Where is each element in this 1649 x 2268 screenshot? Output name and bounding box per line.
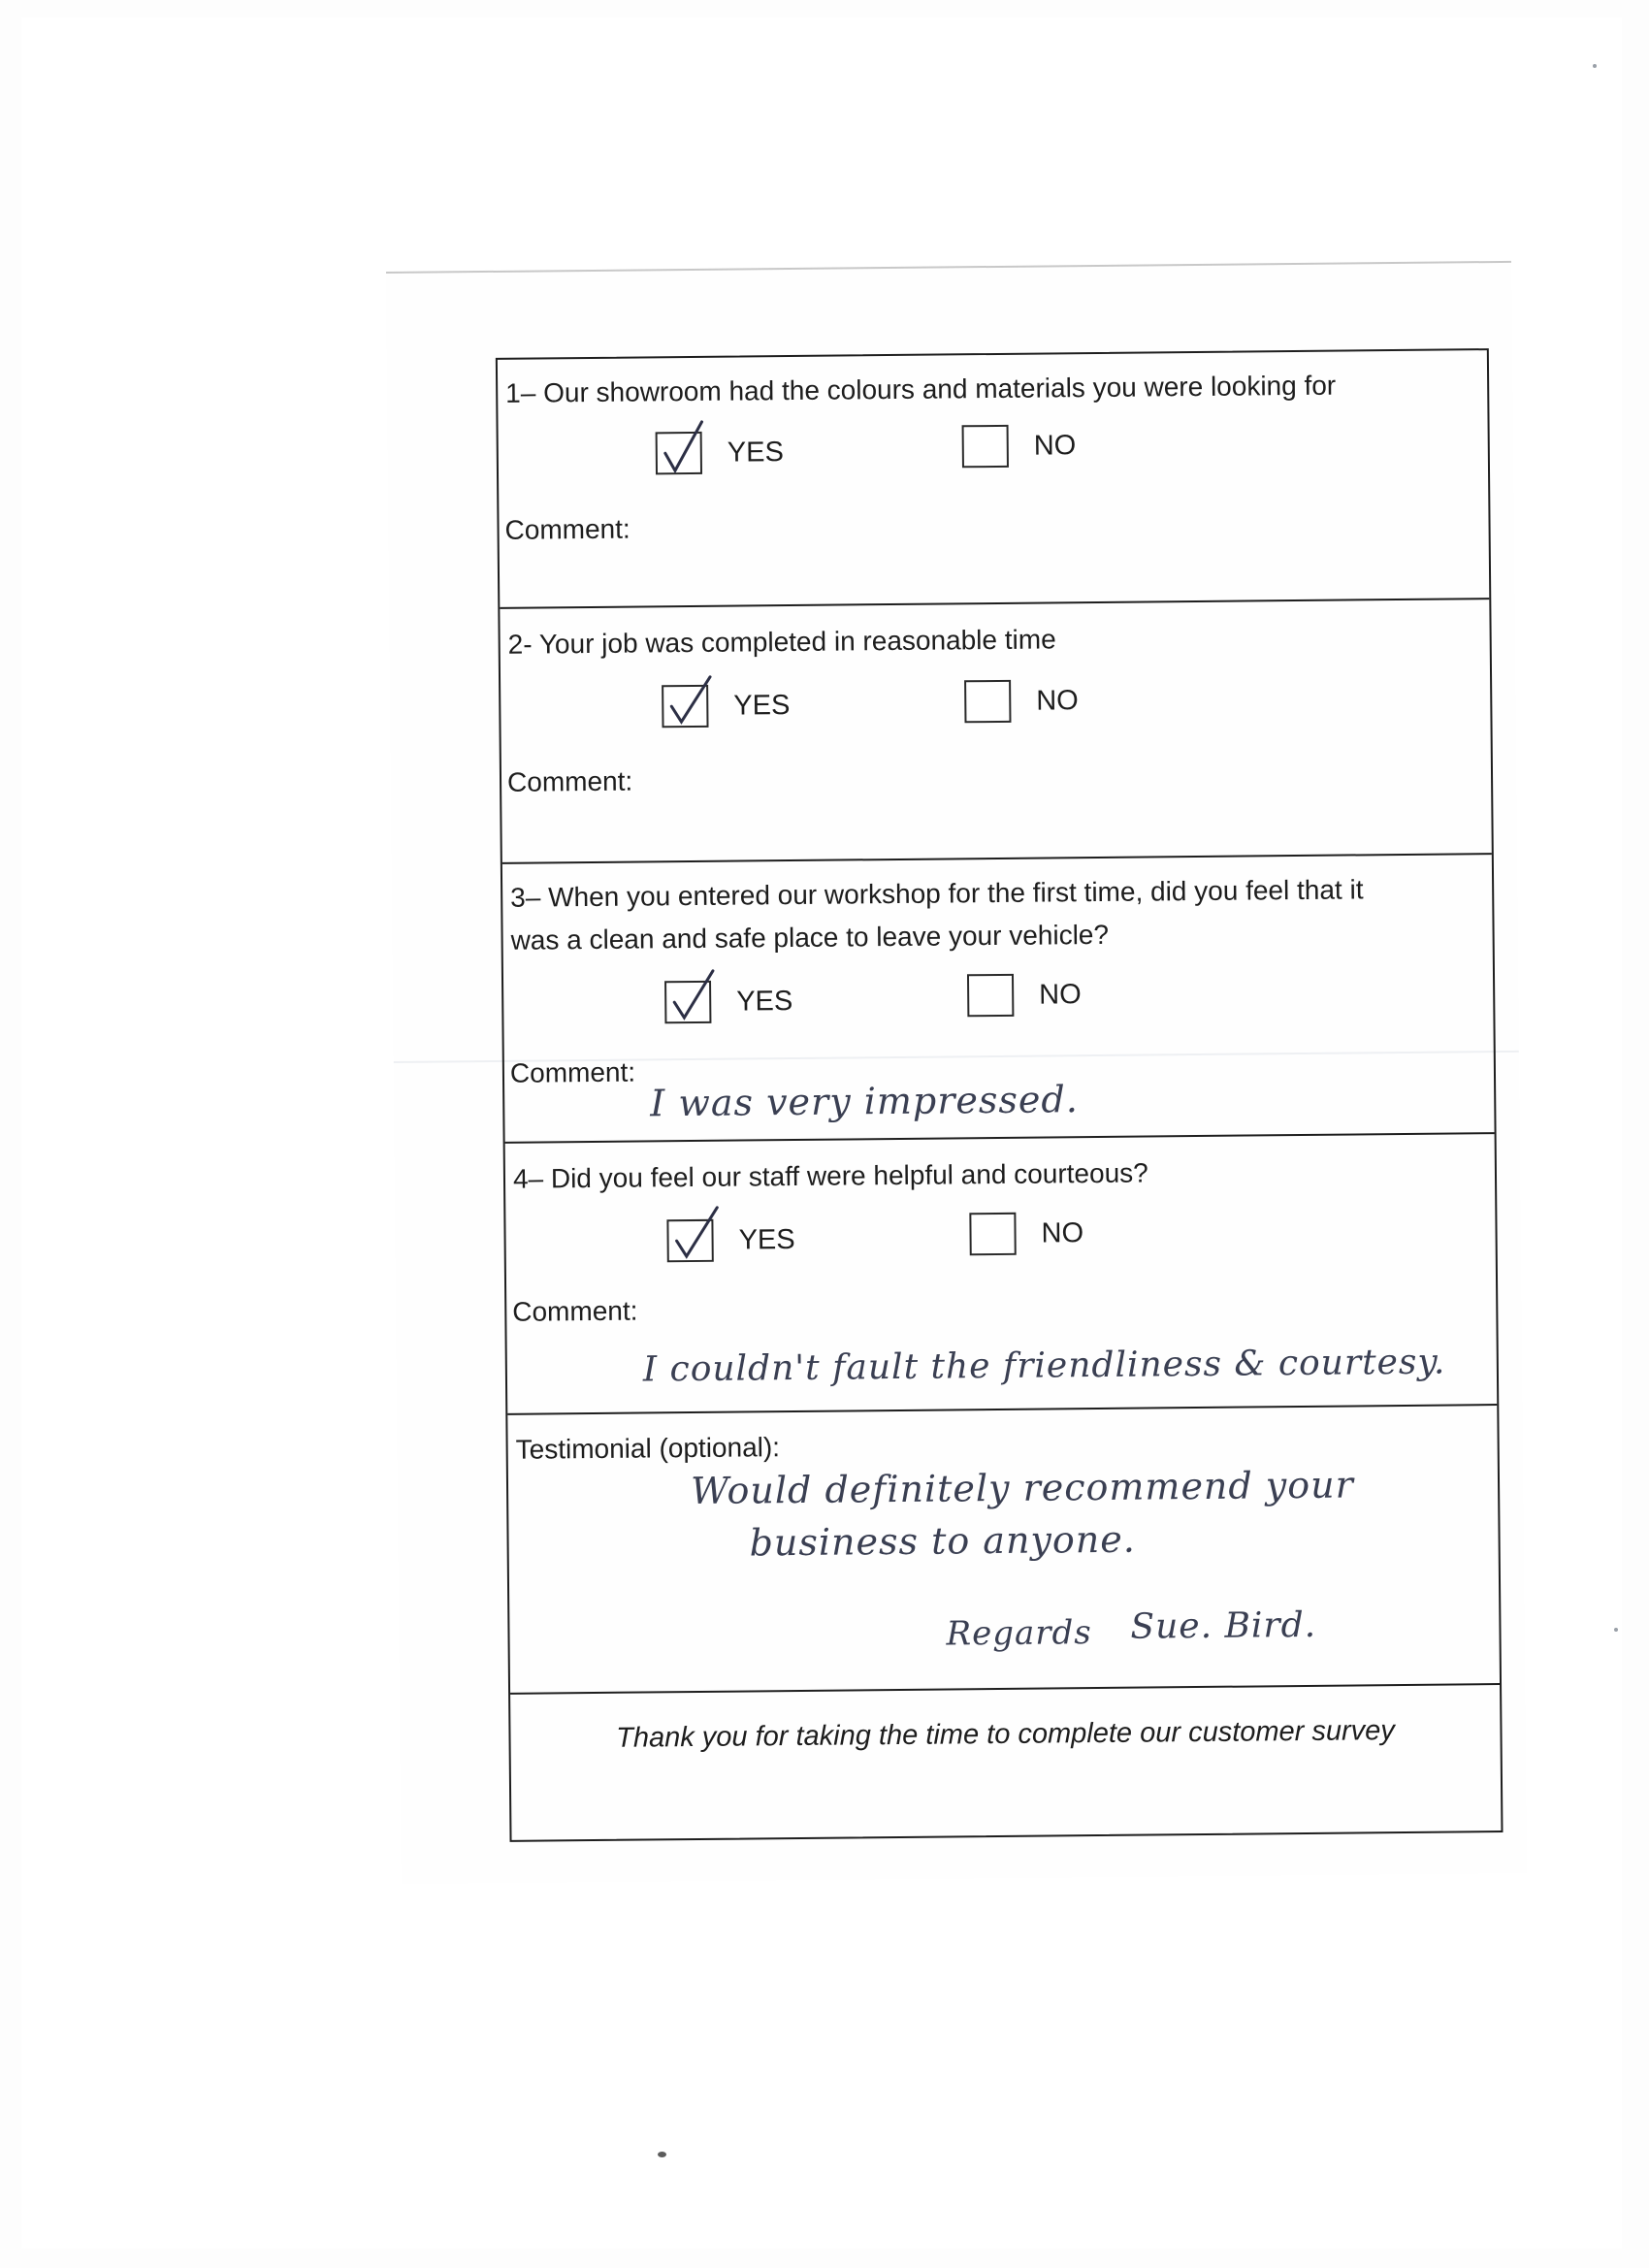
question-3-text-line-2: was a clean and safe place to leave your vehicle? — [510, 919, 1110, 956]
no-checkbox[interactable] — [969, 1213, 1016, 1255]
yes-label: YES — [736, 985, 793, 1018]
testimonial-label: Testimonial (optional): — [515, 1432, 781, 1465]
question-3-text-line-1: 3– When you entered our workshop for the first time, did you feel that it — [510, 874, 1364, 913]
question-1-yes-option[interactable] — [656, 431, 784, 474]
no-label: NO — [1039, 978, 1082, 1011]
checkmark-icon — [660, 664, 728, 732]
yes-checkbox-checked[interactable] — [662, 685, 708, 728]
thank-you-message: Thank you for taking the time to complete our customer survey — [616, 1715, 1395, 1754]
question-4-no-option[interactable] — [969, 1212, 1083, 1255]
question-3-yes-option[interactable] — [664, 980, 792, 1023]
signature: Sue. Bird. — [1130, 1604, 1317, 1647]
no-label: NO — [1033, 429, 1077, 462]
testimonial-line-2: business to anyone. — [749, 1517, 1137, 1565]
yes-label: YES — [738, 1223, 795, 1256]
closing-regards: Regards — [946, 1613, 1092, 1654]
question-4-section — [505, 1134, 1498, 1415]
checkmark-icon — [653, 410, 722, 479]
yes-checkbox-checked[interactable] — [656, 432, 702, 474]
yes-checkbox-checked[interactable] — [664, 981, 711, 1023]
question-2-text: 2- Your job was completed in reasonable time — [507, 624, 1056, 660]
question-1-no-option[interactable] — [962, 424, 1077, 468]
yes-label: YES — [733, 689, 791, 722]
question-3-handwritten-comment: I was very impressed. — [650, 1078, 1080, 1125]
comment-label: Comment: — [506, 765, 633, 797]
testimonial-line-1: Would definitely recommend your — [690, 1463, 1355, 1513]
checkmark-icon — [663, 959, 731, 1028]
comment-label: Comment: — [512, 1295, 638, 1327]
question-2-section — [500, 599, 1491, 864]
question-4-text: 4– Did you feel our staff were helpful and courteous? — [512, 1157, 1148, 1194]
survey-form — [496, 348, 1504, 1842]
checkmark-icon — [664, 1198, 733, 1267]
comment-label: Comment: — [509, 1056, 636, 1088]
question-2-no-option[interactable] — [964, 679, 1079, 723]
question-3-section — [502, 855, 1495, 1144]
question-1-section — [498, 350, 1489, 609]
testimonial-section — [507, 1406, 1500, 1695]
no-label: NO — [1041, 1216, 1084, 1249]
footer-section — [510, 1685, 1501, 1840]
question-1-text: 1– Our showroom had the colours and materials you were looking for — [505, 370, 1337, 408]
question-4-handwritten-comment: I couldn't fault the friendliness & courtesy. — [642, 1342, 1446, 1390]
no-checkbox[interactable] — [964, 680, 1011, 723]
question-4-yes-option[interactable] — [666, 1218, 794, 1262]
question-2-yes-option[interactable] — [662, 684, 790, 728]
no-label: NO — [1036, 684, 1079, 717]
survey-sheet — [386, 261, 1527, 1884]
no-checkbox[interactable] — [962, 425, 1009, 468]
scan-speck — [658, 2152, 666, 2157]
scan-speck — [1614, 1628, 1618, 1632]
yes-label: YES — [727, 436, 784, 469]
question-3-no-option[interactable] — [967, 973, 1082, 1017]
yes-checkbox-checked[interactable] — [666, 1219, 713, 1262]
comment-label: Comment: — [504, 513, 630, 545]
scan-speck — [1593, 64, 1597, 68]
no-checkbox[interactable] — [967, 974, 1014, 1017]
